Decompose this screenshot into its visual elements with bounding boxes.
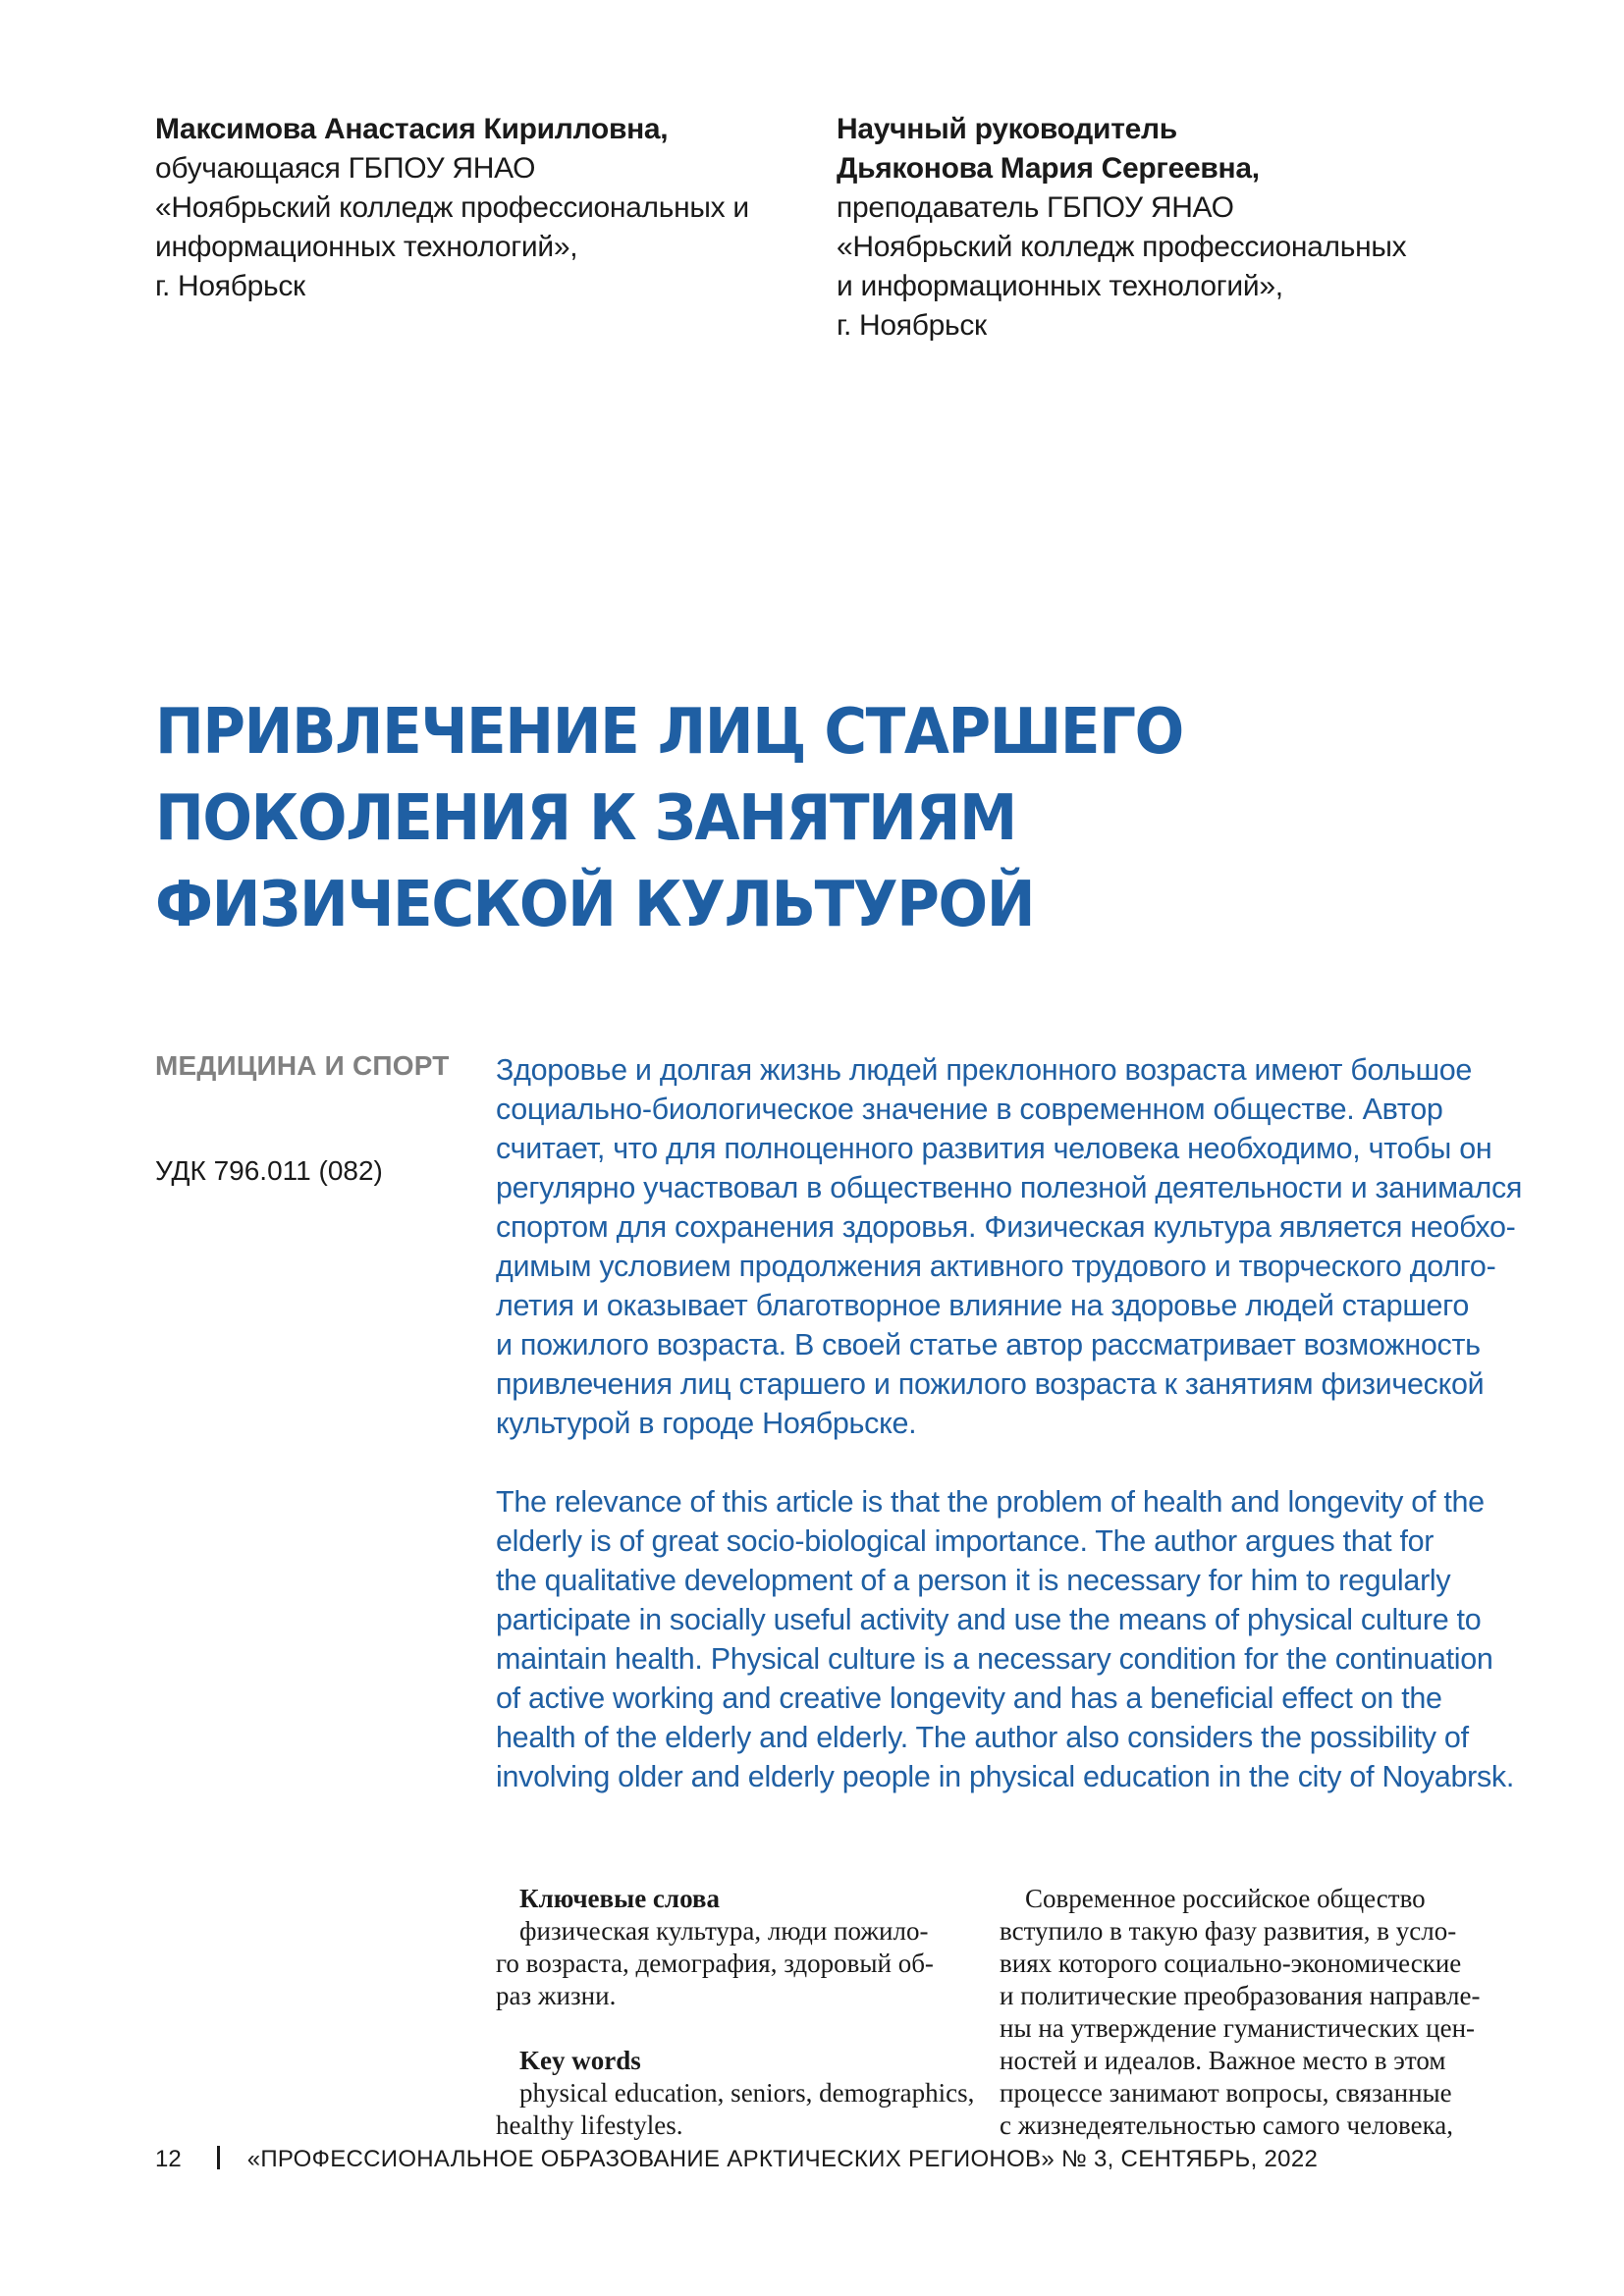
title-line: ПОКОЛЕНИЯ К ЗАНЯТИЯМ: [155, 782, 1016, 855]
body-text-column: [1000, 1883, 1481, 2142]
body-line: Современное российское общество: [1025, 1884, 1426, 1913]
udc-code: УДК 796.011 (082): [155, 1155, 383, 1186]
author-affiliation-line: обучающаяся ГБПОУ ЯНАО: [155, 152, 536, 185]
abstract-line: летия и оказывает благотворное влияние на здоровье людей старшего: [496, 1289, 1469, 1322]
abstract-line: спортом для сохранения здоровья. Физическая культура является необхо-: [496, 1210, 1516, 1244]
abstract-line: of active working and creative longevity and has a beneficial effect on the: [496, 1682, 1442, 1715]
supervisor-role: Научный руководитель: [837, 113, 1177, 145]
abstract-line: the qualitative development of a person it is necessary for him to regularly: [496, 1564, 1451, 1597]
author-info-left: [155, 110, 749, 306]
abstract-line: привлечения лиц старшего и пожилого возраста к занятиям физической: [496, 1367, 1485, 1401]
keywords-en-line: healthy lifestyles.: [496, 2110, 683, 2140]
author-affiliation-line: «Ноябрьский колледж профессиональных и: [155, 191, 749, 224]
keywords-en-line: physical education, seniors, demographics,: [519, 2078, 975, 2108]
keywords-line: раз жизни.: [496, 1981, 617, 2010]
body-line: ностей и идеалов. Важное место в этом: [1000, 2046, 1446, 2075]
abstract-line: социально-биологическое значение в современном обществе. Автор: [496, 1093, 1443, 1126]
keywords-line: го возраста, демография, здоровый об-: [496, 1949, 934, 1978]
supervisor-info: [837, 110, 1406, 346]
supervisor-name: Дьяконова Мария Сергеевна,: [837, 152, 1260, 185]
abstract-line: Здоровье и долгая жизнь людей преклонного возраста имеют большое: [496, 1053, 1473, 1087]
supervisor-affiliation-line: преподаватель ГБПОУ ЯНАО: [837, 191, 1234, 224]
abstract-line: The relevance of this article is that the problem of health and longevity of the: [496, 1485, 1485, 1519]
supervisor-affiliation-line: и информационных технологий»,: [837, 270, 1283, 302]
abstract-line: культурой в городе Ноябрьске.: [496, 1407, 917, 1440]
abstract-line: elderly is of great socio-biological importance. The author argues that for: [496, 1524, 1435, 1558]
abstract-line: participate in socially useful activity and use the means of physical culture to: [496, 1603, 1482, 1636]
body-line: виях которого социально-экономические: [1000, 1949, 1462, 1978]
author-city: г. Ноябрьск: [155, 270, 305, 302]
keywords-column: [496, 1883, 977, 2142]
body-line: и политические преобразования направле-: [1000, 1981, 1481, 2010]
keywords-line: физическая культура, люди пожило-: [519, 1916, 929, 1946]
body-line: с жизнедеятельностью самого человека,: [1000, 2110, 1454, 2140]
abstract-line: involving older and elderly people in physical education in the city of Noyabrsk.: [496, 1760, 1515, 1793]
title-line: ПРИВЛЕЧЕНИЕ ЛИЦ СТАРШЕГО: [155, 696, 1183, 769]
abstract-english: [496, 1482, 1515, 1796]
abstract-line: health of the elderly and elderly. The author also considers the possibility of: [496, 1721, 1469, 1754]
abstract-line: maintain health. Physical culture is a necessary condition for the continuation: [496, 1642, 1493, 1676]
keywords-heading: Ключевые слова: [519, 1884, 720, 1913]
abstract-line: регулярно участвовал в общественно полезной деятельности и занимался: [496, 1171, 1523, 1204]
author-affiliation-line: информационных технологий»,: [155, 231, 578, 263]
journal-name: «ПРОФЕССИОНАЛЬНОЕ ОБРАЗОВАНИЕ АРКТИЧЕСКИХ РЕГИОНОВ» № 3, СЕНТЯБРЬ, 2022: [246, 2146, 1319, 2172]
body-line: вступило в такую фазу развития, в усло-: [1000, 1916, 1457, 1946]
page-number: 12: [155, 2146, 182, 2172]
supervisor-affiliation-line: «Ноябрьский колледж профессиональных: [837, 231, 1407, 263]
title-line: ФИЗИЧЕСКОЙ КУЛЬТУРОЙ: [155, 869, 1035, 941]
body-line: ны на утверждение гуманистических цен-: [1000, 2013, 1476, 2043]
spacer: [496, 2012, 977, 2045]
article-title: [155, 689, 1183, 948]
abstract-line: димым условием продолжения активного трудового и творческого долго-: [496, 1250, 1496, 1283]
abstract-line: считает, что для полноценного развития человека необходимо, чтобы он: [496, 1132, 1492, 1165]
rubric-label: МЕДИЦИНА И СПОРТ: [155, 1050, 450, 1081]
supervisor-city: г. Ноябрьск: [837, 309, 987, 342]
abstract-line: и пожилого возраста. В своей статье автор рассматривает возможность: [496, 1328, 1481, 1362]
body-line: процессе занимают вопросы, связанные: [1000, 2078, 1452, 2108]
footer-separator: [217, 2146, 220, 2169]
author-name: Максимова Анастасия Кирилловна,: [155, 113, 669, 145]
page-footer: [155, 2146, 1318, 2173]
keywords-en-heading: Key words: [519, 2046, 641, 2075]
abstract-russian: [496, 1050, 1523, 1443]
